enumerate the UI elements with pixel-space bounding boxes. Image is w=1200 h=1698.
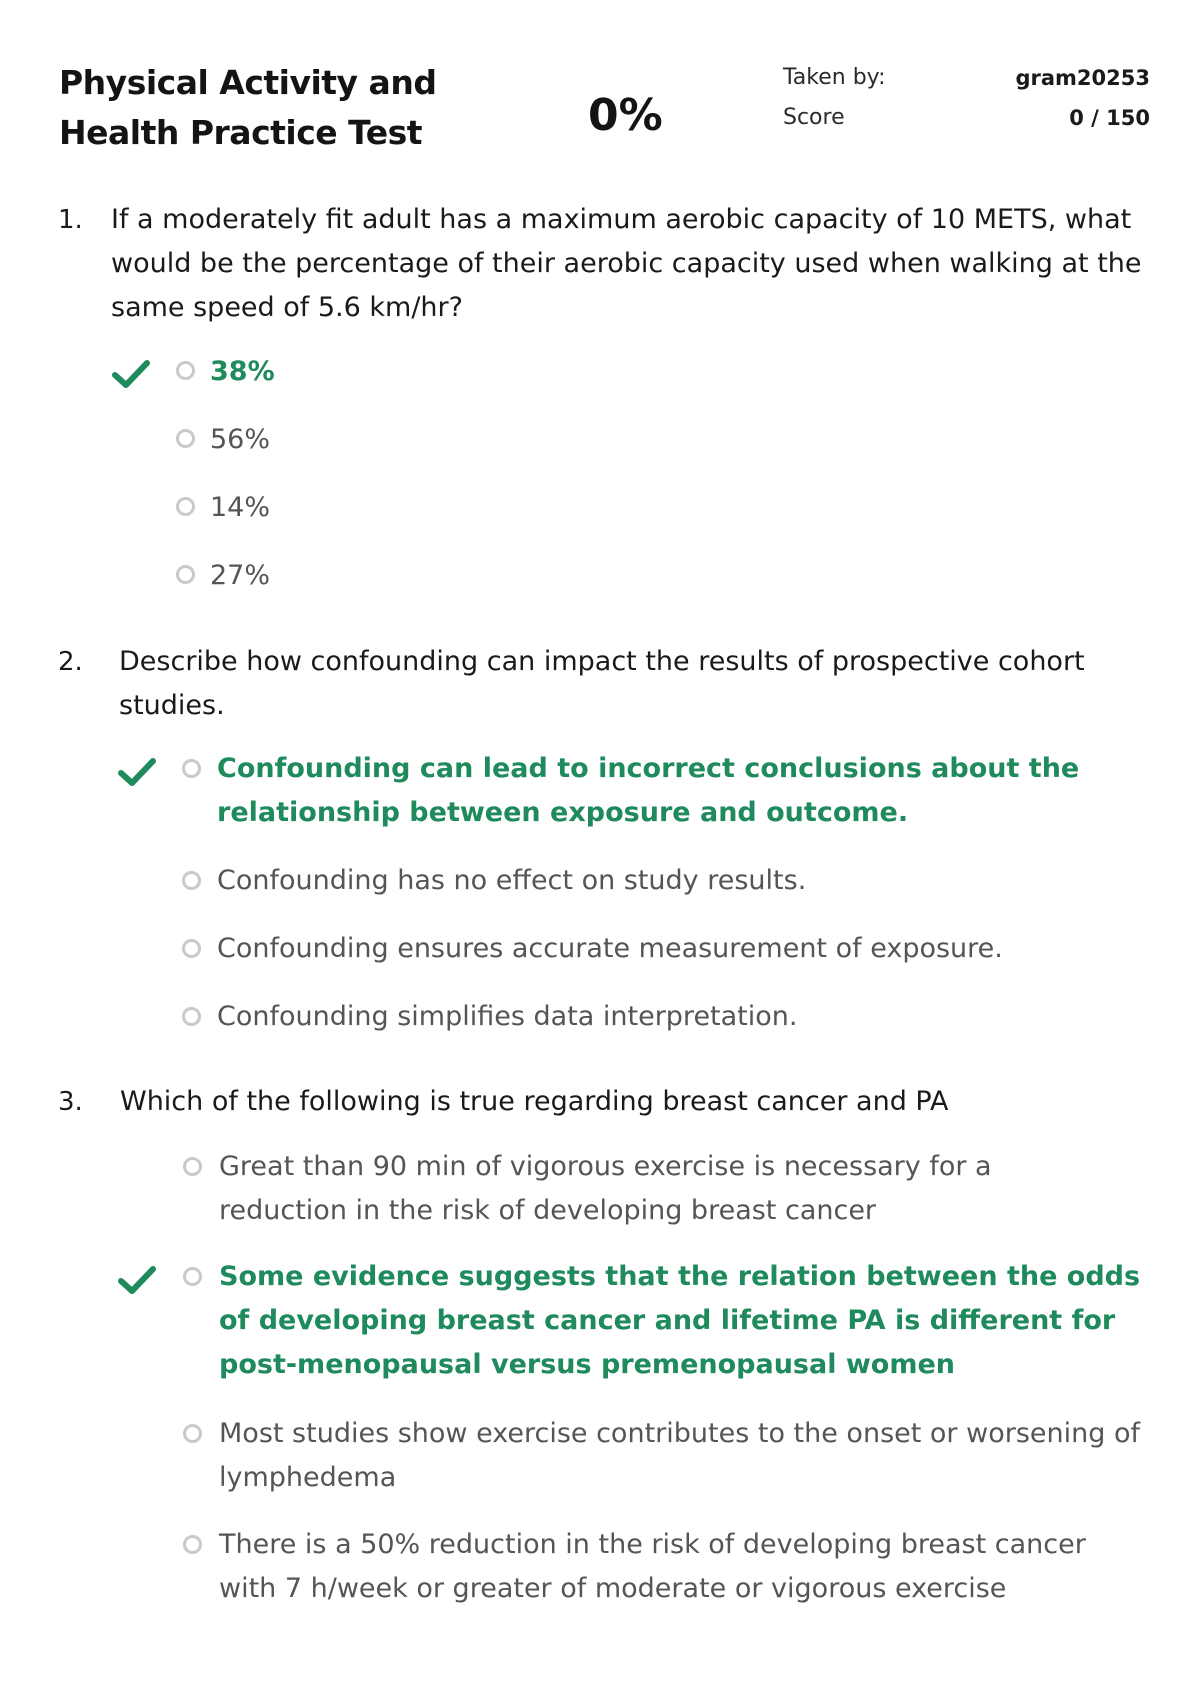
radio-button[interactable]: [176, 429, 195, 448]
answer-text: 56%: [210, 424, 271, 455]
radio-button[interactable]: [182, 939, 201, 958]
answer-text: Confounding has no effect on study results.: [217, 865, 807, 896]
answer-text: 14%: [210, 492, 271, 523]
answer-text: Confounding ensures accurate measurement of exposure.: [217, 933, 1003, 964]
checkmark-icon: [112, 358, 150, 390]
radio-button[interactable]: [183, 1424, 202, 1443]
radio-button[interactable]: [182, 759, 201, 778]
answer-text: Great than 90 min of vigorous exercise is necessary for a reduction in the risk of developing breast cancer: [219, 1151, 992, 1226]
question-text: If a moderately fit adult has a maximum aerobic capacity of 10 METS, what would be the percentage of their aerobic capacity used when walking at the same speed of 5.6 km/hr?: [111, 204, 1142, 323]
score-value: 0 / 150: [1069, 106, 1150, 130]
taken-by-label: Taken by:: [783, 65, 886, 90]
answer-text: Some evidence suggests that the relation between the odds of developing breast cancer and lifetime PA is different for post-menopausal versus premenopausal women: [219, 1261, 1141, 1380]
radio-button[interactable]: [183, 1535, 202, 1554]
answer-text: Most studies show exercise contributes to the onset or worsening of lymphedema: [219, 1418, 1140, 1493]
radio-button[interactable]: [182, 871, 201, 890]
question-number: 3.: [58, 1087, 83, 1117]
radio-button[interactable]: [176, 361, 195, 380]
checkmark-icon: [118, 756, 156, 788]
question-number: 1.: [58, 205, 83, 235]
question-number: 2.: [58, 647, 83, 677]
answer-text: Confounding simplifies data interpretation.: [217, 1001, 798, 1032]
score-label: Score: [783, 105, 845, 130]
radio-button[interactable]: [183, 1267, 202, 1286]
answer-text: 38%: [210, 356, 275, 387]
question-text: Which of the following is true regarding breast cancer and PA: [120, 1086, 949, 1117]
score-percent: 0%: [588, 90, 663, 141]
taken-by-value: gram20253: [1015, 66, 1150, 90]
answer-text: There is a 50% reduction in the risk of developing breast cancer with 7 h/week or greater of moderate or vigorous exercise: [219, 1529, 1086, 1604]
radio-button[interactable]: [176, 565, 195, 584]
test-header: [0, 0, 1200, 170]
answer-text: Confounding can lead to incorrect conclusions about the relationship between exposure and outcome.: [217, 753, 1080, 828]
page-title: Physical Activity and Health Practice Test: [59, 63, 437, 152]
checkmark-icon: [118, 1264, 156, 1296]
radio-button[interactable]: [176, 497, 195, 516]
answer-text: 27%: [210, 560, 271, 591]
radio-button[interactable]: [183, 1157, 202, 1176]
question-text: Describe how confounding can impact the results of prospective cohort studies.: [119, 646, 1085, 721]
radio-button[interactable]: [182, 1007, 201, 1026]
